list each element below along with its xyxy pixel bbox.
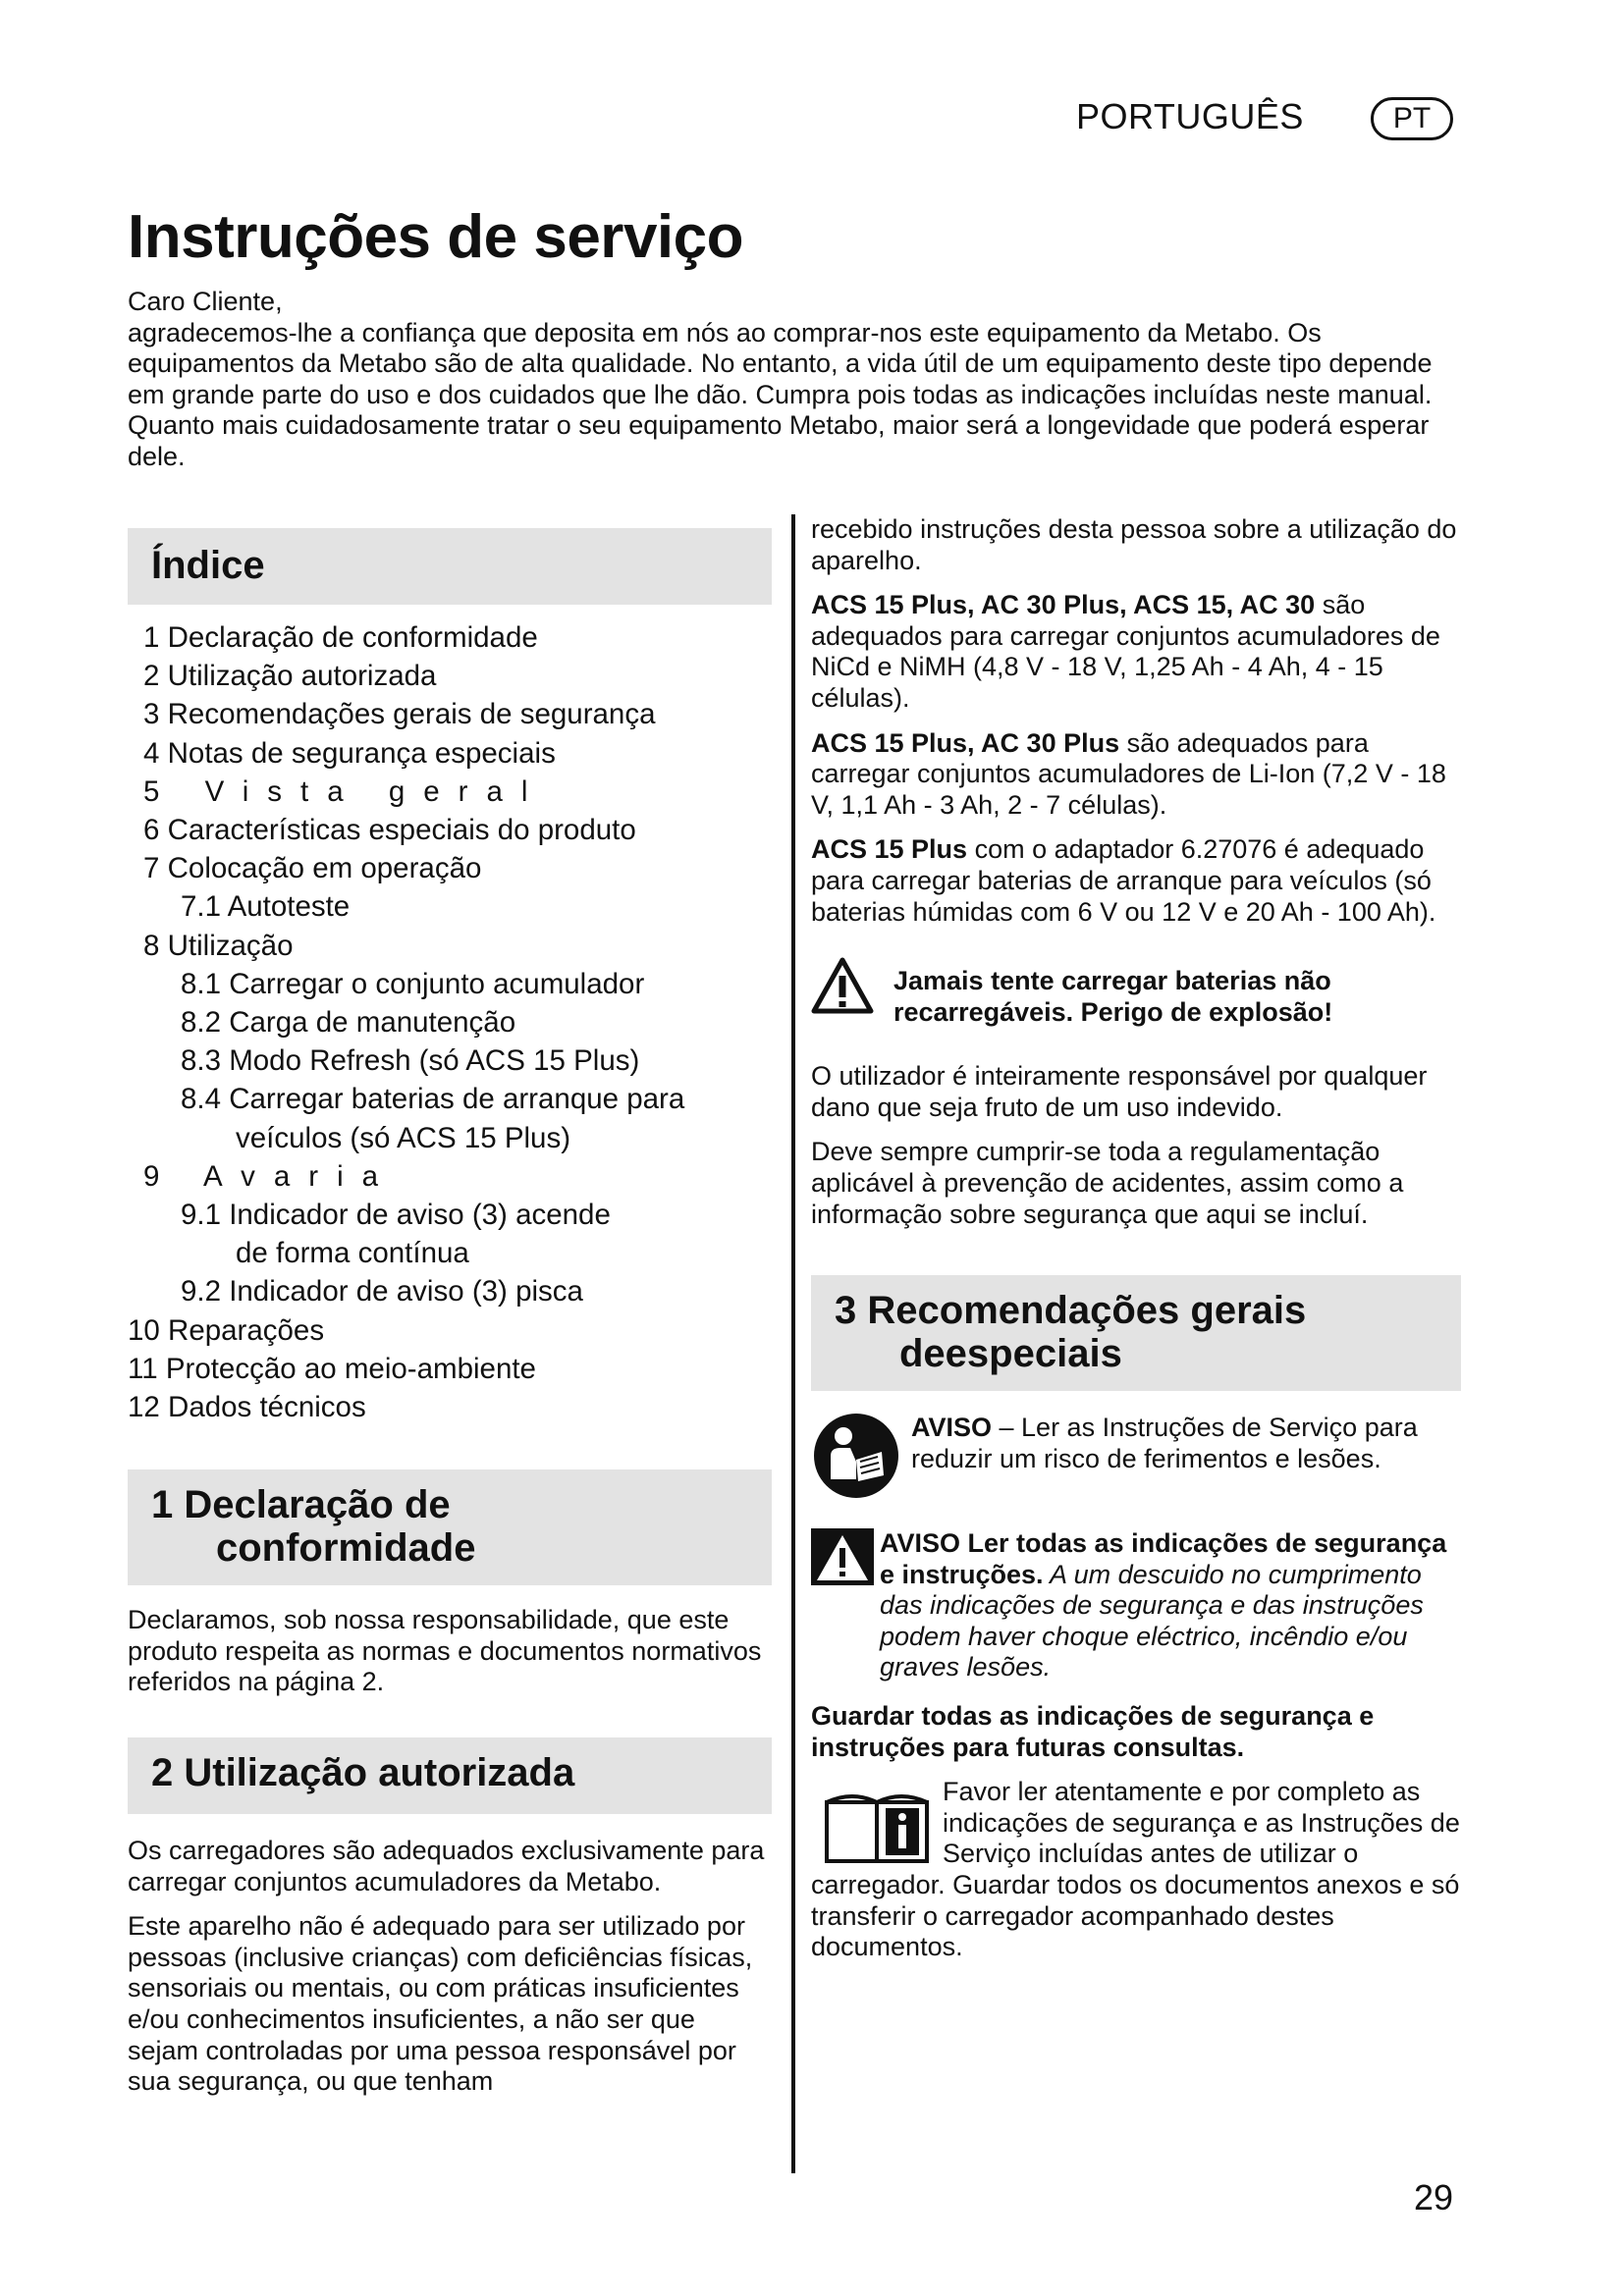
toc-item[interactable]: 8.3 Modo Refresh (só ACS 15 Plus) — [181, 1044, 640, 1078]
acs-text-2: são adequados para carregar conjuntos acumuladores de Li-Ion (7,2 V - 18 V, 1,1 Ah - 3 Ah, 2 - 7 células). — [811, 727, 1446, 820]
read-manual-icon — [811, 1411, 901, 1501]
acs-text-1: são adequados para carregar conjuntos acumuladores de NiCd e NiMH (4,8 V - 18 V, 1,25 Ah - 4 Ah, 4 - 15 células). — [811, 590, 1440, 713]
section-1-text: Declaramos, sob nossa responsabilidade, que este produto respeita as normas e documentos normativos referidos na página 2. — [128, 1605, 762, 1697]
aviso-safety-bold: AVISO Ler todas as indicações de segurança e instruções. — [880, 1528, 1447, 1589]
toc-item[interactable]: 1 Declaração de conformidade — [143, 621, 538, 654]
language-label: PORTUGUÊS — [1076, 96, 1304, 136]
acs-models-3: ACS 15 Plus — [811, 834, 968, 865]
section-1-body — [128, 1605, 772, 1698]
page-number: 29 — [1414, 2177, 1454, 2217]
toc-item[interactable]: 6 Características especiais do produto — [143, 814, 636, 847]
usage-continuation: recebido instruções desta pessoa sobre a utilização do aparelho. — [811, 514, 1457, 575]
intro-text: agradecemos-lhe a confiança que deposita em nós ao comprar-nos este equipamento da Metabo. Os equipamentos da Metabo são de alta qualidade. No entanto, a vida útil de um equipamento deste tipo depende em grande parte do uso e dos cuidados que lhe dão. Cumpra pois todas as indicações incluídas neste manual. Quanto mais cuidadosamente tratar o seu equipamento Metabo, maior será a longevidade que poderá esperar dele. — [128, 317, 1433, 471]
toc-item[interactable]: 11 Protecção ao meio-ambiente — [128, 1352, 536, 1385]
section-3-title-line2: deespeciais — [899, 1332, 1122, 1376]
aviso-read-manual — [811, 1411, 1461, 1501]
section-1-title-line1: Declaração de — [184, 1483, 451, 1527]
aviso-label: AVISO — [911, 1413, 993, 1443]
toc-item-continuation[interactable]: veículos (só ACS 15 Plus) — [236, 1121, 571, 1154]
section-3-heading — [811, 1275, 1461, 1391]
toc-heading-text: Índice — [151, 544, 265, 587]
intro-salutation: Caro Cliente, — [128, 287, 283, 316]
page-title: Instruções de serviço — [128, 203, 743, 271]
warning-triangle-icon — [811, 957, 874, 1014]
acs-models-1: ACS 15 Plus, AC 30 Plus, ACS 15, AC 30 — [811, 590, 1316, 620]
section-1-title-line2: conformidade — [216, 1526, 476, 1571]
section-3-number: 3 — [835, 1289, 857, 1333]
acs-text-3: com o adaptador 6.27076 é adequado para carregar baterias de arranque para veículos (só baterias húmidas com 6 V ou 12 V e 20 Ah - 100 Ah). — [811, 834, 1436, 927]
toc-item[interactable]: 10 Reparações — [128, 1313, 325, 1347]
warning-text: Jamais tente carregar baterias não recarregáveis. Perigo de explosão! — [893, 966, 1333, 1028]
acs-paragraph-3 — [811, 834, 1461, 928]
acs-paragraph-1 — [811, 590, 1461, 714]
section-3-title-line1: Recomendações gerais — [867, 1289, 1307, 1333]
section-2-paragraph-1: Os carregadores são adequados exclusivamente para carregar conjuntos acumuladores da Metabo. — [128, 1836, 765, 1896]
toc-item[interactable]: 3 Recomendações gerais de segurança — [143, 698, 656, 731]
right-column — [811, 514, 1461, 1977]
toc-item[interactable]: 5 Vista geral — [143, 774, 547, 808]
toc-item[interactable]: 8.1 Carregar o conjunto acumulador — [181, 967, 645, 1000]
section-1-heading — [128, 1469, 772, 1585]
keep-instructions — [811, 1701, 1461, 1763]
toc-heading — [128, 528, 772, 605]
table-of-contents — [128, 618, 772, 1426]
toc-item[interactable]: 8.4 Carregar baterias de arranque para — [181, 1083, 685, 1116]
acs-paragraph-2 — [811, 728, 1461, 822]
aviso-text-block — [911, 1411, 1461, 1474]
responsibility-block — [811, 1061, 1461, 1230]
section-1-number: 1 — [151, 1483, 174, 1527]
left-column — [128, 528, 772, 2111]
aviso-safety-italic: A um descuido no cumprimento das indicações de segurança e das instruções podem haver choque eléctrico, incêndio e/ou graves lesões. — [880, 1559, 1424, 1682]
toc-item[interactable]: 4 Notas de segurança especiais — [143, 736, 556, 770]
section-2-body — [128, 1836, 772, 2098]
toc-item[interactable]: 9.1 Indicador de aviso (3) acende — [181, 1199, 611, 1232]
acs-models-2: ACS 15 Plus, AC 30 Plus — [811, 727, 1120, 758]
language-badge: PT — [1371, 97, 1453, 140]
aviso-text: – Ler as Instruções de Serviço para reduzir um risco de ferimentos e lesões. — [911, 1413, 1418, 1473]
explosion-warning — [811, 957, 1461, 1028]
aviso-safety-block — [811, 1528, 1461, 1683]
section-2-title: 2 Utilização autorizada — [151, 1751, 575, 1795]
column-divider — [791, 514, 795, 2173]
toc-item[interactable]: 2 Utilização autorizada — [143, 660, 437, 693]
intro-block — [128, 287, 1463, 473]
toc-item[interactable]: 9.2 Indicador de aviso (3) pisca — [181, 1275, 583, 1308]
regulation-text: Deve sempre cumprir-se toda a regulamentação aplicável à prevenção de acidentes, assim como a informação sobre segurança que aqui se incluí. — [811, 1137, 1404, 1229]
responsibility-text: O utilizador é inteiramente responsável por qualquer dano que seja fruto de um uso indevido. — [811, 1061, 1428, 1122]
toc-item[interactable]: 7.1 Autoteste — [181, 890, 351, 924]
section-2-heading — [128, 1737, 772, 1814]
section-2-paragraph-2: Este aparelho não é adequado para ser utilizado por pessoas (inclusive crianças) com deficiências físicas, sensoriais ou mentais, ou com práticas insuficientes e/ou conhecimentos insuficientes, a não ser que sejam controladas por uma pessoa responsável por sua segurança, ou que tenham — [128, 1911, 753, 2097]
toc-item-continuation[interactable]: de forma contínua — [236, 1237, 469, 1270]
right-body — [811, 514, 1461, 928]
toc-item[interactable]: 9 Avaria — [143, 1159, 398, 1193]
read-completely-text: Favor ler atentamente e por completo as indicações de segurança e as Instruções de Serviço incluídas antes de utilizar o carregador. Guardar todos os documentos anexos e só transferir o carregador acompanhado destes documentos. — [811, 1777, 1460, 1962]
read-completely-block — [811, 1777, 1461, 1963]
toc-item[interactable]: 8 Utilização — [143, 929, 294, 962]
toc-item[interactable]: 7 Colocação em operação — [143, 852, 482, 885]
warning-box-icon — [811, 1528, 874, 1585]
keep-instructions-text: Guardar todas as indicações de segurança e instruções para futuras consultas. — [811, 1701, 1375, 1762]
aviso-safety-text — [880, 1528, 1461, 1683]
info-book-icon — [823, 1787, 931, 1865]
toc-item[interactable]: 8.2 Carga de manutenção — [181, 1006, 516, 1040]
toc-item[interactable]: 12 Dados técnicos — [128, 1391, 366, 1424]
